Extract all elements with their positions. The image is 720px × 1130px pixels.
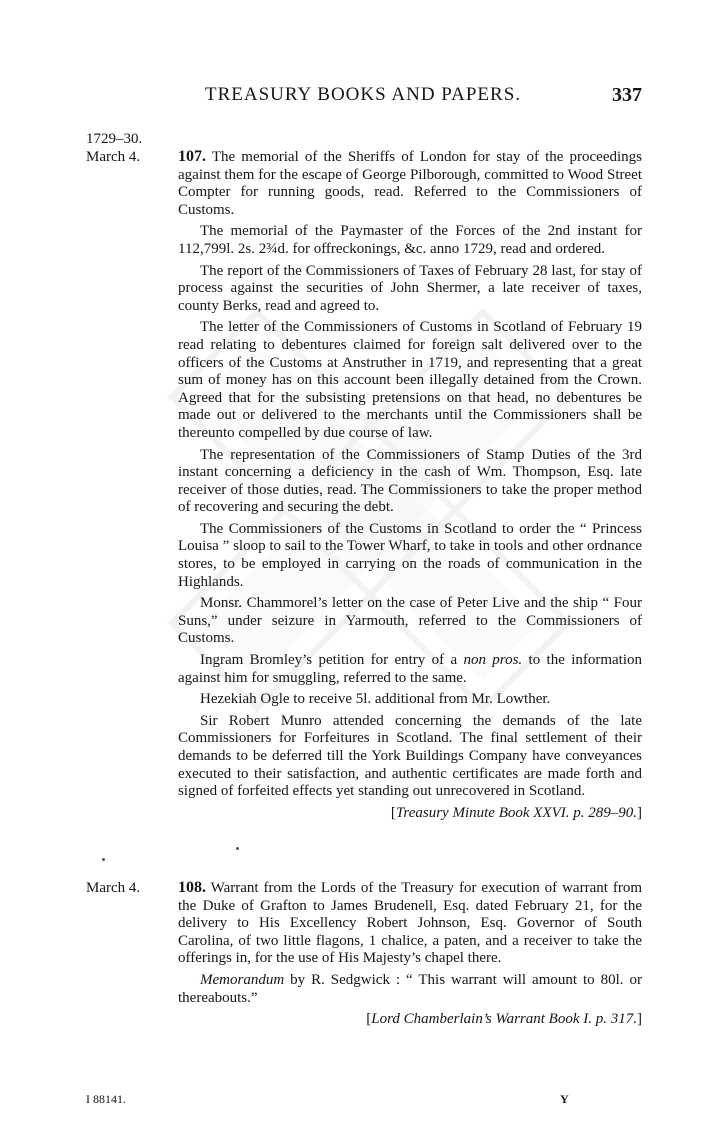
margin-date-107: March 4. <box>86 149 141 165</box>
entry-107-text-8b: to the information against him for smuggling, referred to the same. <box>178 652 643 686</box>
entry-107-paragraph-8 <box>178 652 642 687</box>
entry-107-paragraph-4: The letter of the Commissioners of Customs in Scotland of February 19 read relating to debentures claimed for foreign salt delivered over to the officers of the Customs at Anstruther in 1719, and representing that a great sum of money has on this account been illegally detained from the Crown. Agreed that for the subsisting pretensions on that head, no debentures be made out or delivered to the merchants until the Commissioners shall be thereunto compelled by due course of law. <box>178 319 642 441</box>
entry-107-paragraph-7: Monsr. Chammorel’s letter on the case of Peter Live and the ship “ Four Suns,” under seizure in Yarmouth, referred to the Commissioners of Customs. <box>178 595 642 647</box>
entry-107-text-8-italic: non pros. <box>463 652 523 669</box>
entry-107-text-8a: Ingram Bromley’s petition for entry of a <box>200 652 464 669</box>
entry-107-paragraph-9: Hezekiah Ogle to receive 5l. additional from Mr. Lowther. <box>200 691 551 708</box>
entry-108-paragraph-2 <box>178 972 642 1007</box>
entry-108-memorandum: Memorandum <box>200 971 285 988</box>
entry-107-paragraph-6: The Commissioners of the Customs in Scotland to order the “ Princess Louisa ” sloop to sail to the Tower Wharf, to take in tools and other ordnance stores, to be employed in carrying on the roads of communication in the Highlands. <box>178 520 642 590</box>
entry-108-source: [Lord Chamberlain’s Warrant Book I. p. 317.] <box>366 1011 642 1028</box>
entry-107 <box>178 148 642 826</box>
signature-mark: Y <box>560 1092 569 1106</box>
entry-108 <box>178 879 642 1033</box>
entry-107-paragraph-2: The memorial of the Paymaster of the Forces of the 2nd instant for 112,799l. 2s. 2¾d. for offreckonings, &c. anno 1729, read and ordered. <box>178 223 642 257</box>
entry-107-text-1: The memorial of the Sheriffs of London for stay of the proceedings against them for the escape of George Pilborough, committed to Wood Street Compter for running goods, read. Referred to the Commissioners of Customs. <box>178 149 642 218</box>
entry-107-source: [Treasury Minute Book XXVI. p. 289–90.] <box>390 804 642 821</box>
entry-108-paragraph-1 <box>178 879 642 968</box>
entry-number-108: 108. <box>178 879 206 896</box>
margin-year: 1729–30. <box>86 131 143 147</box>
entry-108-text-1: Warrant from the Lords of the Treasury for execution of warrant from the Duke of Grafton to James Brudenell, Esq. dated February 21, for the delivery to His Excellency Robert Johnson, Esq. Governor of South Carolina, of two little flagons, 1 chalice, a paten, and a receiver to take the offerings in, for the use of His Majesty’s chapel there. <box>178 880 642 967</box>
running-title: TREASURY BOOKS AND PAPERS. <box>205 84 522 105</box>
stray-dot <box>236 847 239 850</box>
entry-107-source-text: Treasury Minute Book XXVI. p. 289–90. <box>395 804 637 821</box>
entry-number-107: 107. <box>178 148 206 165</box>
entry-107-paragraph-3: The report of the Commissioners of Taxes of February 28 last, for stay of process against the securities of John Shermer, a late receiver of taxes, county Berks, read and agreed to. <box>178 262 642 314</box>
entry-108-source-text: Lord Chamberlain’s Warrant Book I. p. 317. <box>371 1011 637 1028</box>
stray-dot <box>102 858 105 861</box>
entry-108-text-2: by R. Sedgwick : “ This warrant will amount to 80l. or thereabouts.” <box>178 971 642 1006</box>
entry-107-paragraph-1 <box>178 148 642 219</box>
page-number: 337 <box>612 84 642 106</box>
print-code: I 88141. <box>86 1092 126 1106</box>
margin-date-108: March 4. <box>86 880 141 896</box>
entry-107-paragraph-5: The representation of the Commissioners of Stamp Duties of the 3rd instant concerning a deficiency in the cash of Wm. Thompson, Esq. late receiver of those duties, read. The Commissioners to take the proper method of recovering and securing the debt. <box>178 446 642 516</box>
page-header <box>0 84 720 110</box>
entry-107-paragraph-10: Sir Robert Munro attended concerning the demands of the late Commissioners for Forfeitures in Scotland. The final settlement of their demands to be deferred till the York Buildings Company have conveyances executed to their satisfaction, and authentic certificates are made forth and signed of forfeited effects yet standing out unrecovered in Scotland. <box>178 712 642 800</box>
